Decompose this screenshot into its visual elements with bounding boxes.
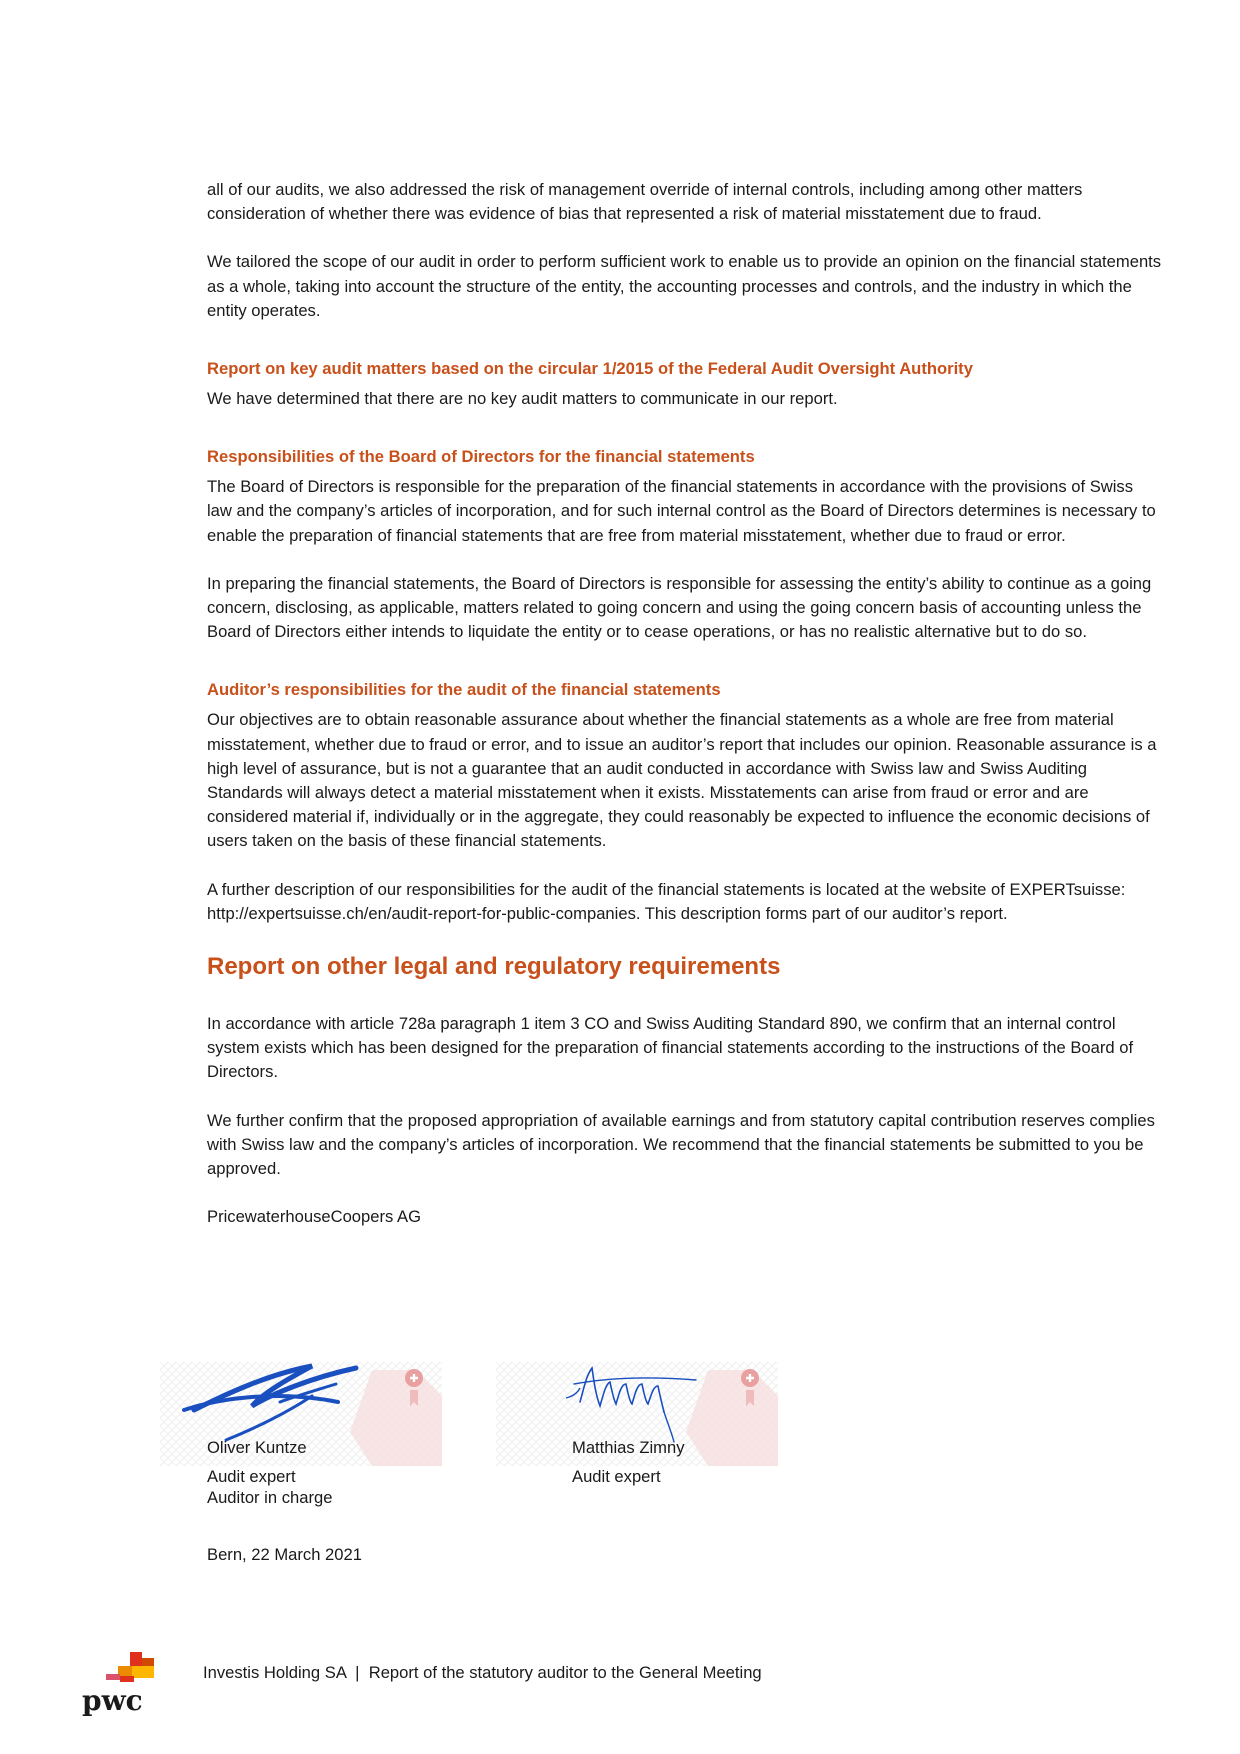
section-heading-auditor-responsibilities: Auditor’s responsibilities for the audit of the financial statements [207,680,721,700]
paragraph: We have determined that there are no key audit matters to communicate in our report. [207,389,838,409]
signatory-roles [572,1466,661,1487]
signatory-role: Audit expert [572,1467,661,1486]
paragraph: all of our audits, we also addressed the risk of management override of internal controls, including among other matters consideration of whether there was evidence of bias that represented a risk of material misstatement due to fraud. [207,180,1083,224]
page-footer [0,1646,1240,1726]
section-heading-other-requirements: Report on other legal and regulatory requirements [207,953,781,981]
pwc-logo [80,1652,170,1716]
paragraph: In preparing the financial statements, the Board of Directors is responsible for assessing the entity’s ability to continue as a going concern, disclosing, as applicable, matters related to going concern and using the going concern basis of accounting unless the Board of Directors either intends to liquidate the entity or to cease operations, or has no realistic alternative but to do so. [207,573,1152,642]
report-body [207,178,1162,1229]
logo-text: pwc [82,1684,143,1716]
place-and-date: Bern, 22 March 2021 [207,1545,362,1564]
signature-block [0,1362,1240,1482]
signatory-role: Auditor in charge [207,1488,333,1507]
firm-name: PricewaterhouseCoopers AG [207,1207,421,1227]
signatory-name: Matthias Zimny [572,1438,685,1457]
paragraph: We further confirm that the proposed appropriation of available earnings and from statutory capital contribution reserves complies with Swiss law and the company’s articles of incorporation. We recommend that the financial statements be submitted to you be approved. [207,1110,1155,1179]
section-heading-board-responsibilities: Responsibilities of the Board of Directors for the financial statements [207,447,755,467]
paragraph: Our objectives are to obtain reasonable assurance about whether the financial statements as a whole are free from material misstatement, whether due to fraud or error, and to issue an auditor’s report that includes our opinion. Reasonable assurance is a high level of assurance, but is not a guarantee that an audit conducted in accordance with Swiss law and Swiss Auditing Standards will always detect a material misstatement when it exists. Misstatements can arise from fraud or error and are considered material if, individually or in the aggregate, they could reasonably be expected to influence the economic decisions of users taken on the basis of these financial statements. [207,710,1157,851]
paragraph: In accordance with article 728a paragraph 1 item 3 CO and Swiss Auditing Standard 890, we confirm that an internal control system exists which has been designed for the preparation of financial statements according to the instructions of the Board of Directors. [207,1014,1134,1082]
signatory-name: Oliver Kuntze [207,1438,307,1457]
paragraph: The Board of Directors is responsible for the preparation of the financial statements in accordance with the provisions of Swiss law and the company’s articles of incorporation, and for such internal control as the Board of Directors determines is necessary to enable the preparation of financial statements that are free from material misstatement, whether due to fraud or error. [207,477,1156,545]
signatory-roles [207,1466,332,1508]
footer-text: Investis Holding SA | Report of the statutory auditor to the General Meeting [203,1663,762,1682]
signatory-role: Audit expert [207,1467,296,1486]
section-heading-key-audit-matters: Report on key audit matters based on the circular 1/2015 of the Federal Audit Oversight Authority [207,359,973,379]
paragraph: We tailored the scope of our audit in order to perform sufficient work to enable us to provide an opinion on the financial statements as a whole, taking into account the structure of the entity, the accounting processes and controls, and the industry in which the entity operates. [207,252,1162,320]
paragraph: A further description of our responsibilities for the audit of the financial statements is located at the website of EXPERTsuisse: http://expertsuisse.ch/en/audit-report-for-public-companies. This description forms part of our auditor’s report. [207,879,1126,923]
